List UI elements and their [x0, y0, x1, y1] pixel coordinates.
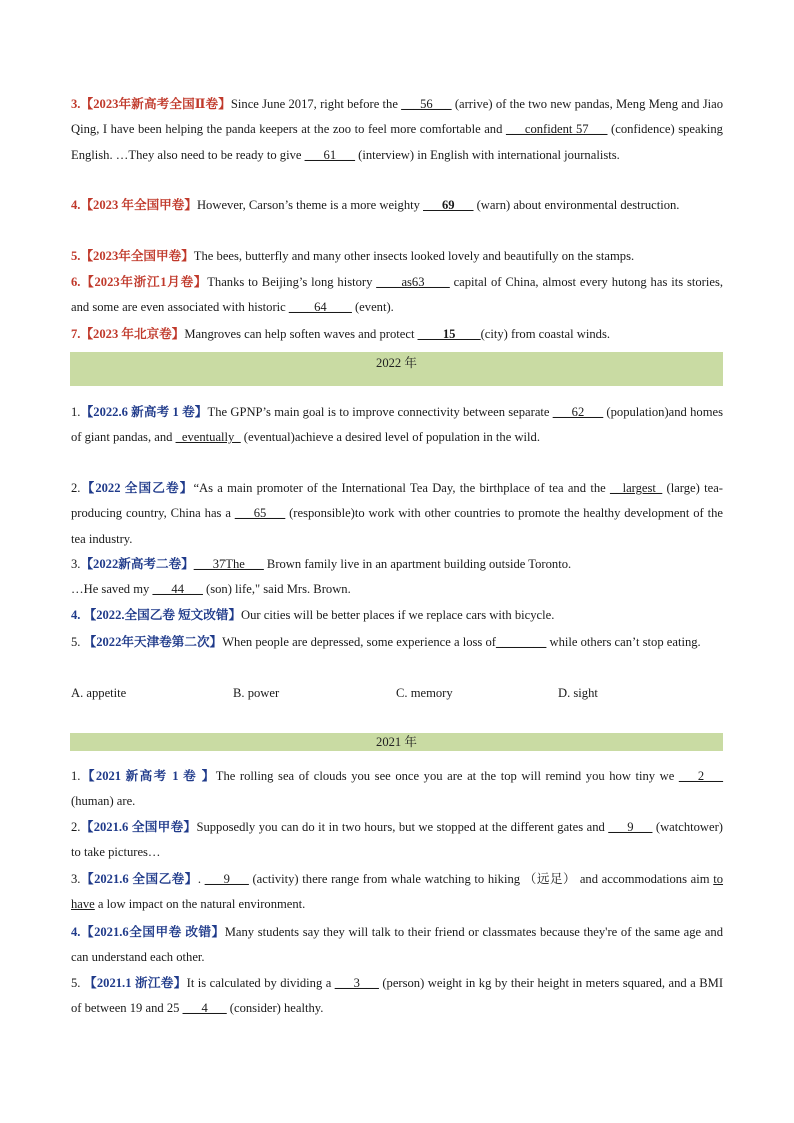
question-number: 5. [71, 249, 81, 263]
source-tag: 【2023 年全国甲卷】 [80, 198, 197, 212]
question-number: 5. [71, 976, 81, 990]
question-2022-4: 4. 【2022.全国乙卷 短文改错】Our cities will be better places if we replace cars with bicycle. [71, 608, 555, 622]
blank: ___9___ [608, 820, 653, 834]
blank: _eventually_ [175, 430, 241, 445]
question-number: 3. [71, 97, 81, 111]
blank: __largest_ [609, 481, 663, 495]
blank: ___56___ [401, 97, 452, 111]
source-tag: 【2022年天津卷第二次】 [83, 635, 223, 649]
blank: ____as63____ [376, 275, 450, 289]
option-c[interactable]: C. memory [396, 686, 453, 700]
underlined-phrase: to have [71, 872, 724, 912]
blank: ___confident 57___ [505, 122, 608, 137]
source-tag: 【2021 新高考 1 卷 】 [80, 769, 216, 783]
question-number: 5. [71, 635, 81, 649]
question-2022-3: 3.【2022新高考二卷】___37The___ Brown family live in an apartment building outside Toronto. …He saved my ___44___ (son) life," said Mrs. Brown. [71, 557, 572, 597]
section-band-2021: 2021 年 [70, 733, 723, 751]
source-tag: 【2023年浙江1月卷】 [80, 275, 208, 289]
question-2023-4: 4.【2023 年全国甲卷】However, Carson’s theme is a more weighty ___69___ (warn) about environmental destruction. [71, 198, 680, 212]
question-number: 3. [71, 557, 81, 571]
source-tag: 【2022.6 新高考 1 卷】 [80, 405, 208, 419]
question-number: 4. [71, 198, 81, 212]
source-tag: 【2021.6 全国甲卷】 [80, 820, 197, 834]
question-2021-5: 5. 【2021.1 浙江卷】It is calculated by dividing a ___3___ (person) weight in kg by their height in meters squared, and a BMI of between 19 and 25 ___4___ (consider) healthy. [71, 976, 724, 1016]
question-2023-3: 3.【2023年新高考全国Ⅱ卷】Since June 2017, right before the ___56___ (arrive) of the two new pandas, Meng Meng and Jiao Qing, I have been helping the panda keepers at the zoo to feel more comfortable and ___confident 57___ (confidence) speaking English. …They also need to be ready to give ___61___ (interview) in English with international journalists. [71, 97, 723, 162]
option-a[interactable]: A. appetite [71, 686, 127, 700]
source-tag: 【2022 全国乙卷】 [80, 481, 194, 495]
blank: ________ [495, 635, 547, 649]
source-tag: 【2021.1 浙江卷】 [83, 976, 187, 990]
question-2022-5: 5. 【2022年天津卷第二次】When people are depressed, some experience a loss of________ while others can’t stop eating. [71, 635, 701, 649]
blank: ___2___ [678, 769, 723, 783]
blank: ___9___ [204, 872, 249, 886]
question-2022-2: 2.【2022 全国乙卷】“As a main promoter of the International Tea Day, the birthplace of tea and the __largest_ (large) tea-producing country, China has a ___65___ (responsible)to work with other countries to promote the healthy development of the tea industry. [71, 481, 723, 546]
source-tag: 【2022.全国乙卷 短文改错】 [83, 608, 242, 622]
source-tag: 【2023 年北京卷】 [80, 327, 185, 341]
option-b[interactable]: B. power [233, 686, 280, 700]
section-band-2022: 2022 年 [70, 352, 723, 386]
source-tag: 【2023年新高考全国Ⅱ卷】 [80, 97, 231, 111]
question-number: 1. [71, 405, 81, 419]
blank: ____64____ [288, 300, 352, 315]
option-d[interactable]: D. sight [558, 686, 598, 700]
question-number: 7. [71, 327, 81, 341]
blank: ___62___ [552, 405, 604, 419]
question-2021-2: 2.【2021.6 全国甲卷】Supposedly you can do it in two hours, but we stopped at the different gates and ___9___ (watchtower) to take pictures… [71, 820, 724, 860]
blank: ____15____ [417, 327, 481, 341]
question-number: 2. [71, 820, 81, 834]
blank: ___3___ [334, 976, 379, 990]
blank: ___4___ [182, 1001, 227, 1016]
source-tag: 【2023年全国甲卷】 [80, 249, 194, 263]
question-2023-6: 6.【2023年浙江1月卷】Thanks to Beijing’s long history ____as63____ capital of China, almost every hutong has its stories, and some are even associated with historic ____64____ (event). [71, 275, 723, 315]
source-tag: 【2021.6 全国乙卷】 [80, 872, 198, 886]
question-2021-4: 4.【2021.6全国甲卷 改错】Many students say they will talk to their friend or classmates because they're of the same age and can understand each other. [71, 925, 723, 965]
blank: ___65___ [234, 506, 286, 521]
question-number: 2. [71, 481, 81, 495]
source-tag: 【2021.6全国甲卷 改错】 [80, 925, 225, 939]
question-number: 1. [71, 769, 81, 783]
blank: ___69___ [423, 198, 474, 212]
question-2023-5: 5.【2023年全国甲卷】The bees, butterfly and many other insects looked lovely and beautifully on the stamps. [71, 249, 635, 263]
blank: ___44___ [152, 582, 203, 597]
question-number: 6. [71, 275, 81, 289]
question-number: 4. [71, 608, 81, 622]
question-number: 4. [71, 925, 81, 939]
source-tag: 【2022新高考二卷】 [80, 557, 194, 571]
question-number: 3. [71, 872, 81, 886]
question-2021-1: 1.【2021 新高考 1 卷 】The rolling sea of clouds you see once you are at the top will remind you how tiny we ___2___ (human) are. [71, 769, 723, 809]
blank: ___37The___ [193, 557, 264, 571]
question-2021-3: 3.【2021.6 全国乙卷】. ___9___ (activity) there range from whale watching to hiking （远足） and accommodations aim to have a low impact on the natural environment. [71, 872, 724, 912]
question-2022-1: 1.【2022.6 新高考 1 卷】The GPNP’s main goal is to improve connectivity between separate ___62___ (population)and homes of giant pandas, and _eventually_ (eventual)achieve a desired level of population in the wild. [71, 405, 723, 445]
blank: ___61___ [304, 147, 355, 162]
question-2023-7: 7.【2023 年北京卷】Mangroves can help soften waves and protect ____15____(city) from coastal winds. [71, 327, 610, 341]
